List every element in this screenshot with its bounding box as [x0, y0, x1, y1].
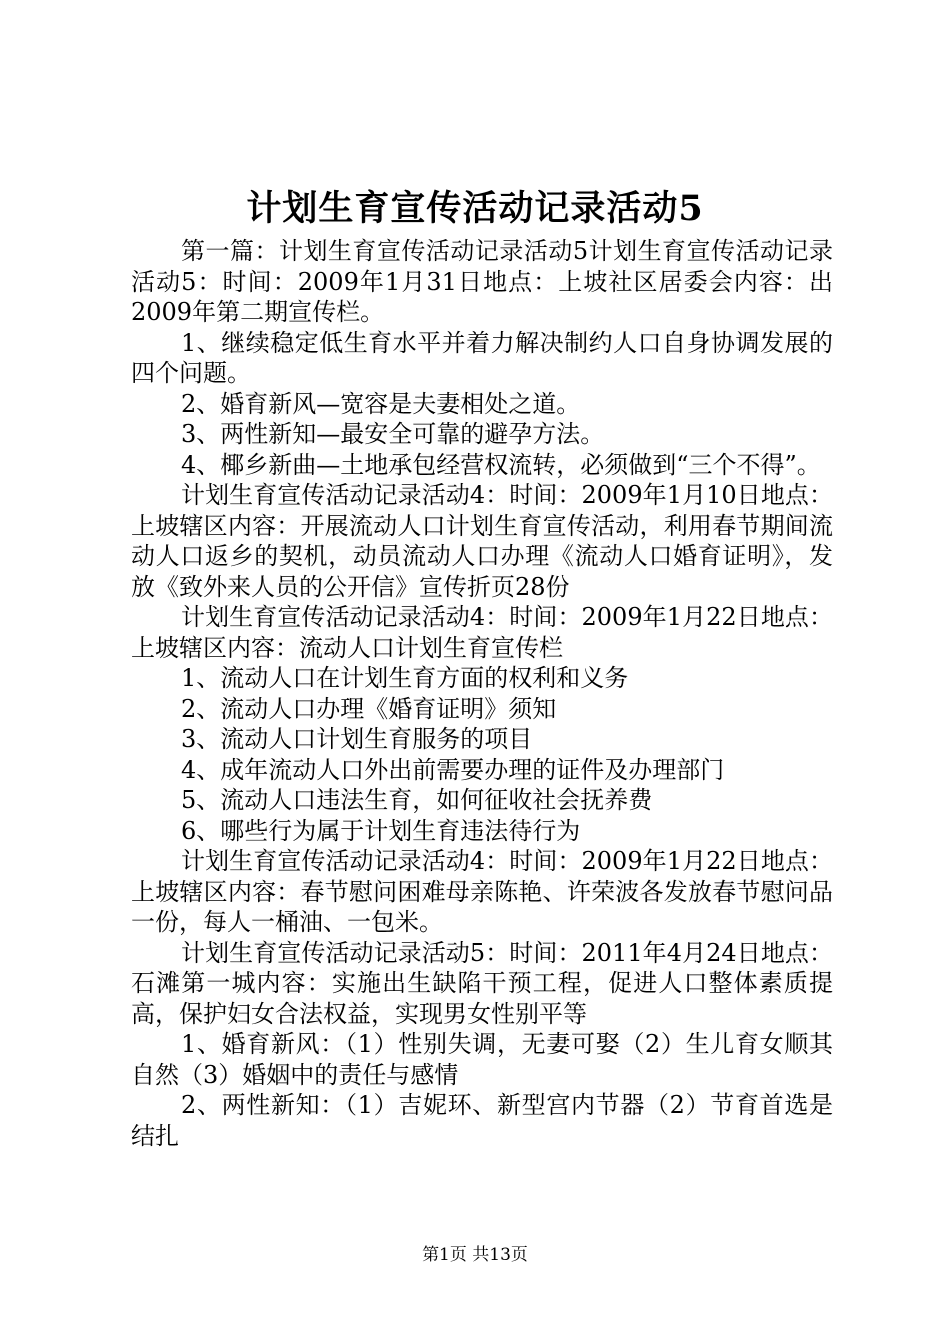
- paragraph: 2、婚育新风—宽容是夫妻相处之道。: [181, 389, 581, 418]
- paragraph: 计划生育宣传活动记录活动5：时间：2011年4月24日地点：石滩第一城内容：实施出生缺陷干预工程，促进人口整体素质提高，保护妇女合法权益，实现男女性别平等: [131, 938, 833, 1028]
- paragraph: 3、两性新知—最安全可靠的避孕方法。: [181, 420, 605, 448]
- paragraph: 4、成年流动人口外出前需要办理的证件及办理部门: [181, 755, 725, 784]
- paragraph: 1、继续稳定低生育水平并着力解决制约人口自身协调发展的四个问题。: [131, 328, 833, 387]
- paragraph: 3、流动人口计划生育服务的项目: [181, 725, 533, 753]
- paragraph: 2、两性新知：（1）吉妮环、新型宫内节器（2）节育首选是结扎: [131, 1091, 833, 1150]
- paragraph: 1、婚育新风：（1）性别失调，无妻可娶（2）生儿育女顺其自然（3）婚姻中的责任与感情: [131, 1030, 833, 1089]
- paragraph: 计划生育宣传活动记录活动4：时间：2009年1月10日地点：上坡辖区内容：开展流动人口计划生育宣传活动，利用春节期间流动人口返乡的契机，动员流动人口办理《流动人口婚育证明》，发放《致外来人员的公开信》宣传折页28份: [131, 481, 833, 601]
- paragraph: 6、哪些行为属于计划生育违法待行为: [181, 816, 581, 845]
- paragraph: 2、流动人口办理《婚育证明》须知: [181, 694, 557, 723]
- paragraph: 5、流动人口违法生育，如何征收社会抚养费: [181, 786, 653, 814]
- page-number-footer: 第1页 共13页: [422, 1245, 528, 1265]
- document-title: 计划生育宣传活动记录活动5: [246, 188, 704, 229]
- paragraph: 第一篇：计划生育宣传活动记录活动5计划生育宣传活动记录活动5：时间：2009年1月31日地点：上坡社区居委会内容：出2009年第二期宣传栏。: [131, 237, 833, 326]
- document-body: [131, 236, 833, 1151]
- paragraph: 计划生育宣传活动记录活动4：时间：2009年1月22日地点：上坡辖区内容：流动人口计划生育宣传栏: [131, 603, 833, 662]
- paragraph: 4、椰乡新曲—土地承包经营权流转，必须做到“三个不得”。: [181, 450, 821, 479]
- paragraph: 计划生育宣传活动记录活动4：时间：2009年1月22日地点：上坡辖区内容：春节慰问困难母亲陈艳、许荣波各发放春节慰问品一份，每人一桶油、一包米。: [131, 847, 833, 936]
- paragraph: 1、流动人口在计划生育方面的权利和义务: [181, 664, 629, 692]
